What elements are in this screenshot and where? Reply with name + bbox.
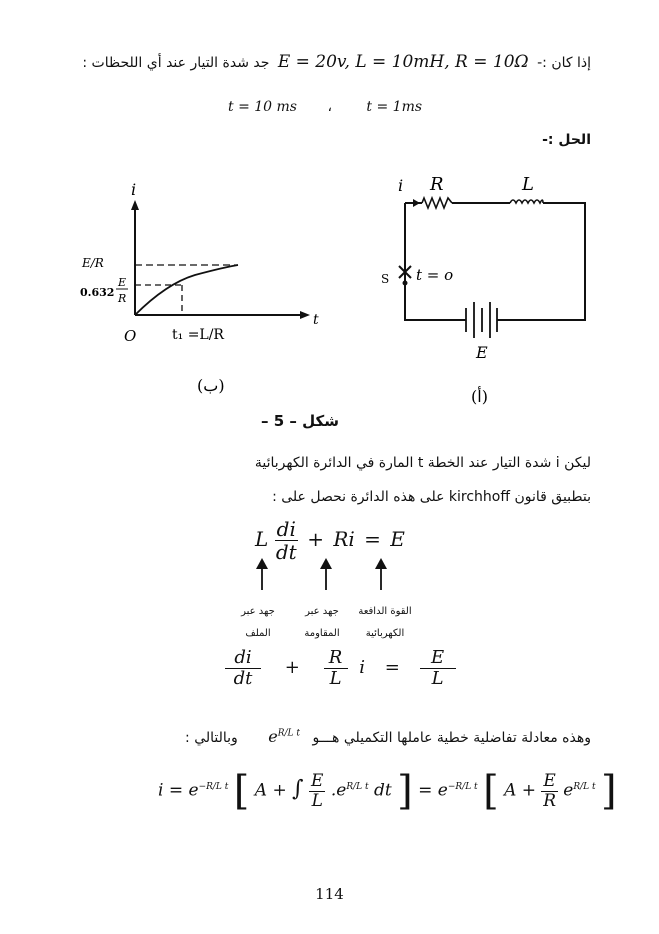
- figure: [60, 165, 620, 435]
- wire-right: [497, 203, 585, 320]
- solution-label: الحل :-: [542, 132, 591, 148]
- problem-line: [31, 52, 591, 72]
- ylabel-R: R: [118, 292, 127, 305]
- eq1-equals: =: [364, 527, 381, 551]
- label-emf: القوة الدافعة الكهربائية: [358, 606, 412, 639]
- label-resistance: جهد عبر المقاومة: [304, 606, 340, 639]
- circuit-L-label: L: [522, 174, 534, 195]
- resistor: [422, 198, 452, 208]
- times-separator: ،: [327, 99, 332, 115]
- ylabel-E: E: [118, 276, 127, 289]
- circuit-R-label: R: [430, 174, 444, 195]
- panel-b-label: (ب): [197, 376, 225, 395]
- panel-a-label: (أ): [471, 387, 488, 406]
- graph-xtick: t₁ =L/R: [172, 327, 224, 343]
- current-curve: [135, 265, 238, 315]
- eq1-dt: dt: [275, 540, 297, 564]
- text-line-2: بتطبيق قانون kirchhoff على هذه الدائرة نحصل على :: [272, 489, 591, 505]
- switch-contact-icon: [403, 281, 408, 286]
- eq1-E: E: [390, 527, 405, 551]
- given-values: E = 20v, L = 10mH, R = 10Ω: [277, 52, 529, 72]
- page-number: 114: [315, 885, 344, 903]
- label-coil: جهد عبر الملف: [241, 606, 275, 639]
- eq2-frac-RL: $\frac{R}{L}$: [324, 648, 348, 689]
- graph-t-label: t: [313, 312, 319, 328]
- arrow-up-icon: [320, 558, 332, 590]
- text-line-3: وهذه معادلة تفاضلية خطية عاملها التكميلي هـــو $e^{R/L t}$ وبالتالي :: [185, 727, 591, 746]
- y-arrow-icon: [131, 200, 139, 210]
- figure-caption: شكل – 5 –: [261, 412, 339, 430]
- eq2-frac-EL: $\frac{E}{L}$: [420, 648, 456, 689]
- time-value-1: t = 1ms: [366, 99, 423, 115]
- eq1-L: L: [255, 527, 269, 551]
- time-value-2: t = 10 ms: [228, 99, 297, 115]
- x-arrow-icon: [300, 311, 310, 319]
- graph-i-label: i: [131, 180, 137, 199]
- graph-b: [80, 180, 319, 395]
- problem-suffix: جد شدة التيار عند أي اللحظات :: [82, 55, 270, 71]
- eq1-plus: +: [307, 527, 324, 551]
- circuit-i-label: i: [398, 176, 404, 195]
- text-line-1: ليكن i شدة التيار عند الخطة t المارة في الدائرة الكهربائية: [254, 455, 591, 471]
- problem-prefix: إذا كان :-: [537, 55, 591, 71]
- eq1-Ri: Ri: [333, 527, 355, 551]
- eq1-di: di: [276, 517, 296, 541]
- ylabel-ER: E/R: [82, 256, 104, 270]
- inductor: [510, 200, 543, 203]
- equation-normalized: $\frac{di}{dt}$ + $\frac{R}{L}$ i = $\frac{E}{L}$: [225, 648, 456, 689]
- term-arrows: [250, 556, 400, 592]
- times-line: [228, 99, 422, 115]
- wire-left: [405, 203, 466, 320]
- switch-time-label: t = o: [416, 266, 454, 284]
- current-arrow-icon: [413, 199, 420, 207]
- arrow-up-icon: [375, 558, 387, 590]
- final-equation: $i = e^{-R/L t}$ [ A + ∫ $\frac{E}{L}$ $.e^{R/L t}$ dt ] = $e^{-R/L t}$ [ A + $\frac{E}{R}$ $e^{R/L t}$ ]: [158, 768, 617, 814]
- integrating-factor: $e^{R/L t}$: [268, 727, 300, 746]
- eq2-frac-didt: $\frac{di}{dt}$: [225, 648, 261, 689]
- switch-label: S: [381, 272, 390, 286]
- circuit-a: [381, 174, 585, 406]
- arrow-up-icon: [256, 558, 268, 590]
- ylabel-coef: 0.632: [80, 286, 115, 299]
- circuit-E-label: E: [476, 343, 488, 362]
- graph-origin: O: [124, 327, 137, 345]
